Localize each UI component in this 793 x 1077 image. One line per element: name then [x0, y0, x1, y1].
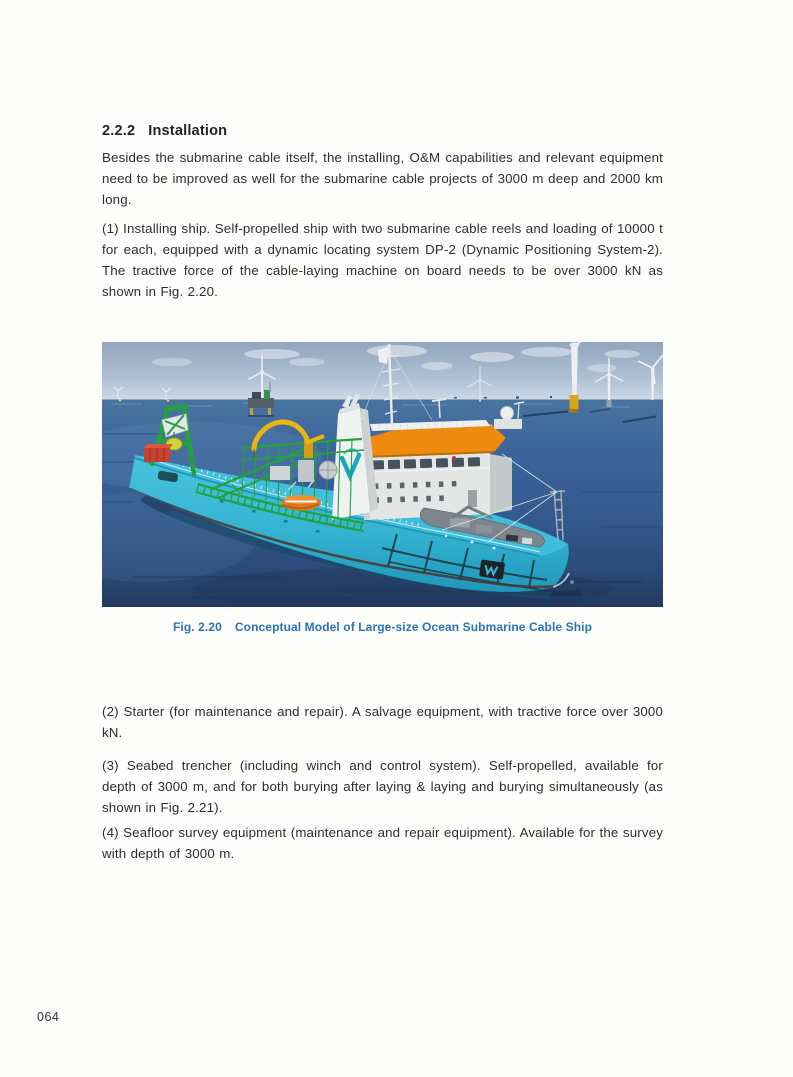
figure-caption [102, 620, 663, 634]
bow-emblem [479, 559, 505, 579]
paragraph-starter: (2) Starter (for maintenance and repair). A salvage equipment, with tractive force over 3000 kN. [102, 704, 663, 740]
red-container [144, 444, 173, 462]
page-number: 064 [37, 1010, 60, 1024]
paragraph-seafloor-survey: (4) Seafloor survey equipment (maintenance and repair equipment). Available for the survey with depth of 3000 m. [102, 825, 663, 861]
section-number: 2.2.2 [102, 123, 136, 140]
section-heading [102, 123, 227, 139]
paragraph-intro: Besides the submarine cable itself, the installing, O&M capabilities and relevant equipment need to be improved as well for the submarine cable projects of 3000 m deep and 2000 km long. [102, 150, 663, 207]
figure-2-20 [102, 342, 663, 607]
section-title: Installation [148, 123, 228, 140]
figure-caption-label: Fig. 2.20 [172, 620, 222, 634]
figure-caption-text: Conceptual Model of Large-size Ocean Submarine Cable Ship [234, 620, 593, 634]
paragraph-seabed-trencher: (3) Seabed trencher (including winch and control system). Self-propelled, available for depth of 3000 m, and for both burying after laying & laying and burying simultaneously (as shown in Fig. 2.21). [102, 758, 663, 815]
paragraph-installing-ship: (1) Installing ship. Self-propelled ship with two submarine cable reels and loading of 10000 t for each, equipped with a dynamic locating system DP-2 (Dynamic Positioning System-2). The tractive force of the cable-laying machine on board needs to be over 3000 kN as shown in Fig. 2.20. [102, 221, 663, 299]
ship-illustration [102, 342, 663, 607]
